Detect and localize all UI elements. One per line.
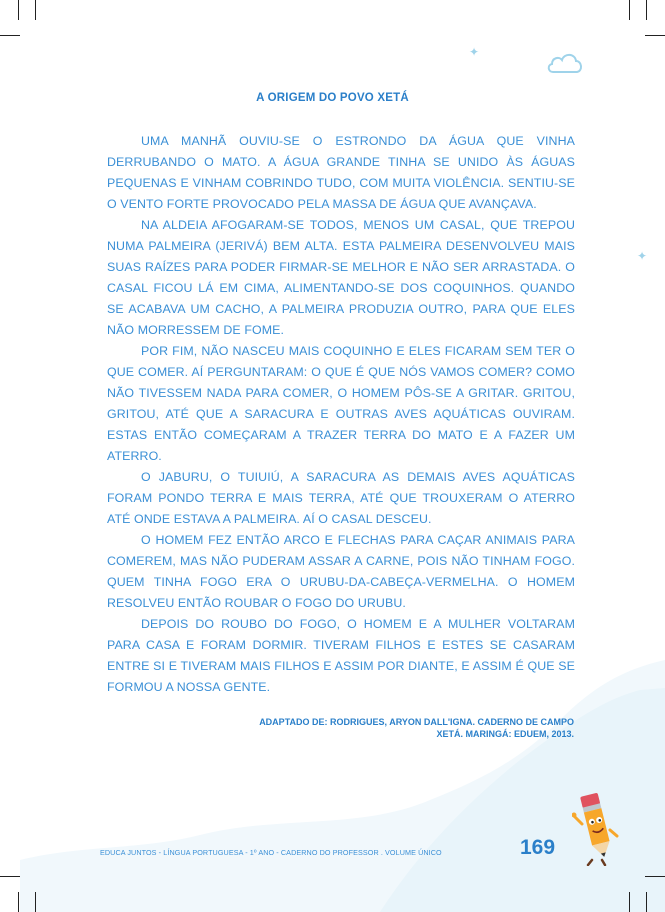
cloud-icon [545, 50, 585, 76]
citation-line: ADAPTADO DE: RODRIGUES, ARYON DALL'IGNA. CADERNO DE CAMPO [259, 717, 574, 727]
crop-mark [35, 0, 36, 20]
paragraph: DEPOIS DO ROUBO DO FOGO, O HOMEM E A MULHER VOLTARAM PARA CASA E FORAM DORMIR. TIVERAM FILHOS E ESTES SE CASARAM ENTRE SI E TIVERAM MAIS FILHOS E ASSIM POR DIANTE, E ASSIM É QUE SE FORMOU A NOSSA GENTE. [107, 617, 575, 694]
citation-line: XETÁ. MARINGÁ: EDUEM, 2013. [436, 729, 574, 739]
crop-mark [629, 892, 630, 912]
paragraph: UMA MANHÃ OUVIU-SE O ESTRONDO DA ÁGUA QUE VINHA DERRUBANDO O MATO. A ÁGUA GRANDE TINHA SE UNIDO ÀS ÁGUAS PEQUENAS E VINHAM COBRINDO TUDO, COM MUITA VIOLÊNCIA. SENTIU-SE O VENTO FORTE PROVOCADO PELA MASSA DE ÁGUA QUE AVANÇAVA. [107, 134, 575, 211]
footer-text: EDUCA JUNTOS - LÍNGUA PORTUGUESA - 1º ANO - CADERNO DO PROFESSOR . VOLUME ÚNICO [100, 848, 442, 857]
sparkle-icon: ✦ [469, 45, 480, 59]
crop-mark [645, 876, 665, 877]
crop-mark [18, 0, 19, 20]
paragraph: NA ALDEIA AFOGARAM-SE TODOS, MENOS UM CASAL, QUE TREPOU NUMA PALMEIRA (JERIVÁ) BEM ALTA. ESTA PALMEIRA DESENVOLVEU MAIS SUAS RAÍZES PARA PODER FIRMAR-SE MELHOR E NÃO SER ARRASTADA. O CASAL FICOU LÁ EM CIMA, ALIMENTANDO-SE DOS COQUINHOS. QUANDO SE ACABAVA UM CACHO, A PALMEIRA PRODUZIA OUTRO, PARA QUE ELES NÃO MORRESSEM DE FOME. [107, 218, 575, 337]
crop-mark [0, 876, 20, 877]
page-number: 169 [520, 836, 556, 859]
paragraph: O HOMEM FEZ ENTÃO ARCO E FLECHAS PARA CAÇAR ANIMAIS PARA COMEREM, MAS NÃO PUDERAM ASSAR A CARNE, POIS NÃO TINHAM FOGO. QUEM TINHA FOGO ERA O URUBU-DA-CABEÇA-VERMELHA. O HOMEM RESOLVEU ENTÃO ROUBAR O FOGO DO URUBU. [107, 533, 575, 610]
crop-mark [18, 892, 19, 912]
crop-mark [35, 892, 36, 912]
crop-mark [645, 35, 665, 36]
source-citation [154, 716, 574, 740]
story-text [107, 131, 575, 698]
crop-mark [646, 892, 647, 912]
paragraph: O JABURU, O TUIUIÚ, A SARACURA AS DEMAIS AVES AQUÁTICAS FORAM PONDO TERRA E MAIS TERRA, ATÉ QUE TROUXERAM O ATERRO ATÉ ONDE ESTAVA A PALMEIRA. AÍ O CASAL DESCEU. [107, 470, 575, 526]
sparkle-icon: ✦ [637, 249, 648, 263]
document-title: A ORIGEM DO POVO XETÁ [256, 92, 409, 104]
paragraph: POR FIM, NÃO NASCEU MAIS COQUINHO E ELES FICARAM SEM TER O QUE COMER. AÍ PERGUNTARAM: O QUE É QUE NÓS VAMOS COMER? COMO NÃO TIVESSEM NADA PARA COMER, O HOMEM PÔS-SE A GRITAR. GRITOU, GRITOU, ATÉ QUE A SARACURA E OUTRAS AVES AQUÁTICAS OUVIRAM. ESTAS ENTÃO COMEÇARAM A TRAZER TERRA DO MATO E A FAZER UM ATERRO. [107, 344, 575, 463]
pencil-mascot-icon [572, 790, 620, 866]
crop-mark [646, 0, 647, 20]
crop-mark [0, 35, 20, 36]
crop-mark [629, 0, 630, 20]
